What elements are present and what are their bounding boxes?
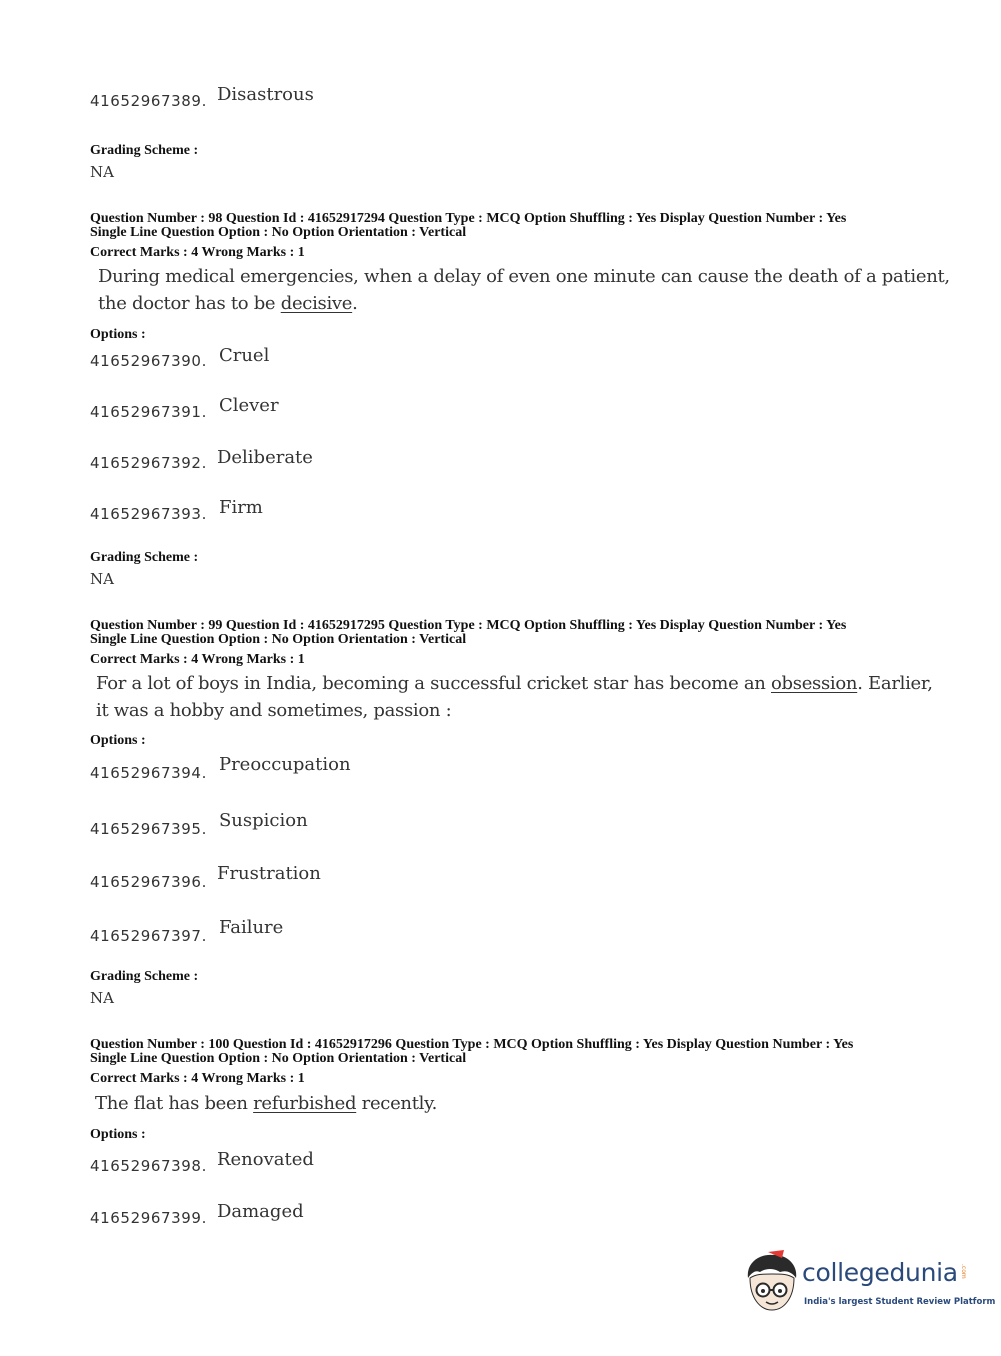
option-text: Clever bbox=[218, 395, 279, 416]
option-number: 41652967397. bbox=[90, 927, 207, 945]
option-text: Disastrous bbox=[216, 84, 314, 105]
option-text: Damaged bbox=[216, 1201, 304, 1222]
question-meta-line2: Single Line Question Option : No Option Orientation : Vertical bbox=[90, 225, 467, 240]
question-meta-line2: Single Line Question Option : No Option Orientation : Vertical bbox=[90, 1051, 467, 1066]
option-number: 41652967399. bbox=[90, 1209, 207, 1227]
underlined-word: obsession bbox=[771, 673, 858, 694]
question-text-line2 bbox=[98, 290, 950, 317]
question-meta-line1: Question Number : 99 Question Id : 41652917295 Question Type : MCQ Option Shuffling : Yes Display Question Number : Yes bbox=[90, 618, 847, 633]
logo-domain: .com bbox=[960, 1264, 967, 1279]
question-text-part: For a lot of boys in India, becoming a successful cricket star has become an bbox=[96, 673, 771, 694]
option-text: Cruel bbox=[218, 345, 270, 366]
question-text-line1: During medical emergencies, when a delay of even one minute can cause the death of a patient, bbox=[98, 266, 950, 287]
question-text-part: the doctor has to be bbox=[98, 293, 281, 314]
logo-wordmark: collegedunia bbox=[802, 1258, 958, 1287]
options-label: Options : bbox=[90, 327, 146, 342]
grading-scheme-label: Grading Scheme : bbox=[90, 143, 199, 158]
option-text: Suspicion bbox=[218, 810, 308, 831]
question-text-part: recently. bbox=[356, 1093, 438, 1114]
options-label: Options : bbox=[90, 733, 146, 748]
option-number: 41652967389. bbox=[90, 92, 207, 110]
option-number: 41652967390. bbox=[90, 352, 207, 370]
question-text-part: . bbox=[352, 293, 358, 314]
logo-tagline: India's largest Student Review Platform bbox=[804, 1297, 996, 1307]
option-row bbox=[90, 754, 351, 783]
option-number: 41652967394. bbox=[90, 764, 207, 782]
grading-scheme-value: NA bbox=[90, 163, 114, 181]
option-row bbox=[90, 810, 308, 839]
option-row bbox=[90, 345, 270, 371]
option-text: Frustration bbox=[216, 863, 321, 884]
option-text: Failure bbox=[218, 917, 284, 938]
question-text-line1 bbox=[96, 670, 933, 697]
underlined-word: decisive bbox=[280, 293, 353, 314]
question-text-line2: it was a hobby and sometimes, passion : bbox=[96, 700, 452, 721]
option-number: 41652967393. bbox=[90, 505, 207, 523]
question-text bbox=[98, 263, 950, 317]
question-meta-line1: Question Number : 100 Question Id : 41652917296 Question Type : MCQ Option Shuffling : Yes Display Question Number : Yes bbox=[90, 1037, 854, 1052]
grading-scheme-value: NA bbox=[90, 570, 114, 588]
option-row bbox=[90, 84, 314, 111]
grading-scheme-value: NA bbox=[90, 989, 114, 1007]
option-row bbox=[90, 447, 313, 473]
grading-scheme-label: Grading Scheme : bbox=[90, 969, 199, 984]
option-row bbox=[90, 395, 279, 422]
option-text: Renovated bbox=[216, 1149, 314, 1170]
option-text: Preoccupation bbox=[218, 754, 351, 775]
question-text bbox=[95, 1090, 437, 1117]
option-row bbox=[90, 497, 263, 524]
underlined-word: refurbished bbox=[253, 1093, 357, 1114]
option-number: 41652967396. bbox=[90, 873, 207, 891]
question-marks: Correct Marks : 4 Wrong Marks : 1 bbox=[90, 1071, 305, 1086]
option-row bbox=[90, 917, 284, 946]
option-number: 41652967395. bbox=[90, 820, 207, 838]
mascot-face-icon bbox=[742, 1250, 804, 1316]
options-label: Options : bbox=[90, 1127, 146, 1142]
collegedunia-logo[interactable] bbox=[742, 1250, 996, 1320]
question-marks: Correct Marks : 4 Wrong Marks : 1 bbox=[90, 245, 305, 260]
option-number: 41652967392. bbox=[90, 454, 207, 472]
option-text: Deliberate bbox=[216, 447, 313, 468]
question-text-part: The flat has been bbox=[95, 1093, 254, 1114]
question-meta-line2: Single Line Question Option : No Option Orientation : Vertical bbox=[90, 632, 467, 647]
grading-scheme-label: Grading Scheme : bbox=[90, 550, 199, 565]
question-marks: Correct Marks : 4 Wrong Marks : 1 bbox=[90, 652, 305, 667]
question-text bbox=[96, 670, 933, 724]
question-meta-line1: Question Number : 98 Question Id : 41652917294 Question Type : MCQ Option Shuffling : Yes Display Question Number : Yes bbox=[90, 211, 847, 226]
question-text-part: . Earlier, bbox=[857, 673, 933, 694]
option-number: 41652967391. bbox=[90, 403, 207, 421]
option-row bbox=[90, 1149, 314, 1176]
option-row bbox=[90, 1201, 304, 1228]
option-text: Firm bbox=[218, 497, 263, 518]
option-number: 41652967398. bbox=[90, 1157, 207, 1175]
option-row bbox=[90, 863, 321, 892]
